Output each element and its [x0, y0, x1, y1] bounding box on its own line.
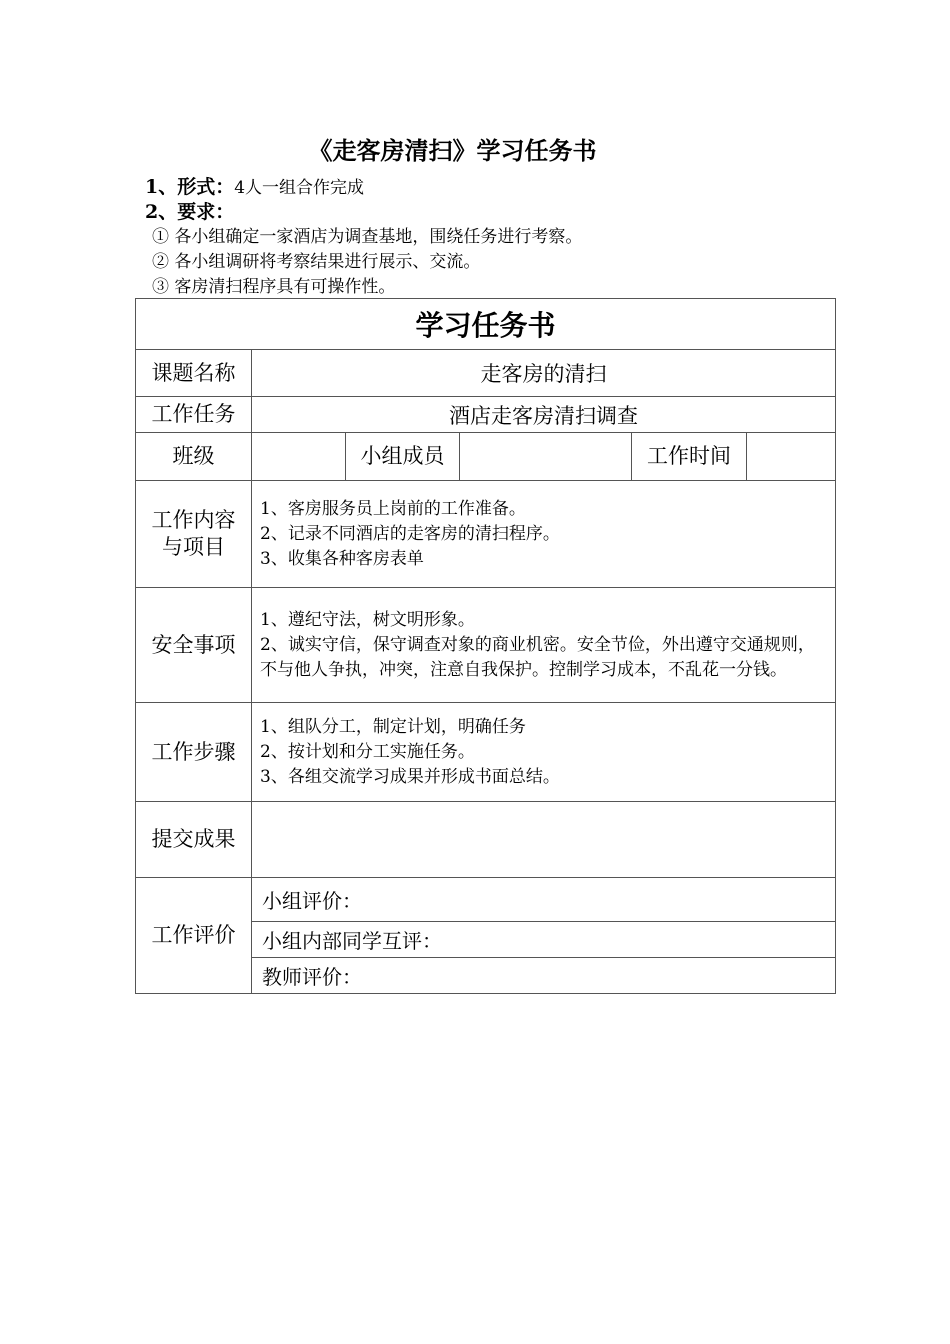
content-item: 3、收集各种客房表单	[260, 548, 424, 569]
content-cell	[252, 481, 836, 588]
members-label: 小组成员	[346, 433, 460, 481]
time-label: 工作时间	[632, 433, 747, 481]
content-label-line: 与项目	[162, 535, 225, 559]
class-label: 班级	[136, 433, 252, 481]
task-table	[135, 298, 836, 994]
safety-cell	[252, 588, 836, 703]
form-line	[145, 175, 364, 224]
safety-label: 安全事项	[136, 588, 252, 703]
step-item: 3、各组交流学习成果并形成书面总结。	[260, 766, 560, 787]
form-label: 1、形式：	[145, 176, 235, 198]
requirement-item: ① 各小组确定一家酒店为调查基地，围绕任务进行考察。	[152, 227, 583, 247]
members-field[interactable]	[460, 433, 632, 481]
requirement-item: ② 各小组调研将考察结果进行展示、交流。	[152, 252, 481, 272]
task-label: 工作任务	[136, 397, 252, 433]
eval-label: 工作评价	[136, 878, 252, 994]
content-label	[136, 481, 252, 588]
time-field[interactable]	[747, 433, 836, 481]
form-value: 4人一组合作完成	[234, 178, 365, 198]
step-item: 2、按计划和分工实施任务。	[260, 741, 475, 762]
eval-peer-field[interactable]: 小组内部同学互评：	[252, 922, 836, 958]
topic-value: 走客房的清扫	[252, 350, 836, 397]
submit-field[interactable]	[252, 802, 836, 878]
safety-item: 1、遵纪守法，树文明形象。	[260, 609, 475, 630]
table-heading: 学习任务书	[136, 299, 836, 350]
requirement-list	[152, 225, 582, 300]
eval-teacher-field[interactable]: 教师评价：	[252, 958, 836, 994]
task-value: 酒店走客房清扫调查	[252, 397, 836, 433]
content-item: 1、客房服务员上岗前的工作准备。	[260, 498, 526, 519]
page-title: 《走客房清扫》学习任务书	[308, 136, 597, 165]
steps-cell	[252, 703, 836, 802]
requirement-label: 2、要求：	[145, 201, 235, 223]
steps-label: 工作步骤	[136, 703, 252, 802]
class-field[interactable]	[252, 433, 346, 481]
content-item: 2、记录不同酒店的走客房的清扫程序。	[260, 523, 560, 544]
topic-label: 课题名称	[136, 350, 252, 397]
safety-item: 2、诚实守信，保守调查对象的商业机密。安全节俭，外出遵守交通规则，不与他人争执，冲突，注意自我保护。控制学习成本，不乱花一分钱。	[260, 634, 815, 680]
eval-group-field[interactable]: 小组评价：	[252, 878, 836, 922]
content-label-line: 工作内容	[151, 508, 236, 532]
step-item: 1、组队分工，制定计划，明确任务	[260, 716, 526, 737]
requirement-item: ③ 客房清扫程序具有可操作性。	[152, 277, 396, 297]
submit-label: 提交成果	[136, 802, 252, 878]
